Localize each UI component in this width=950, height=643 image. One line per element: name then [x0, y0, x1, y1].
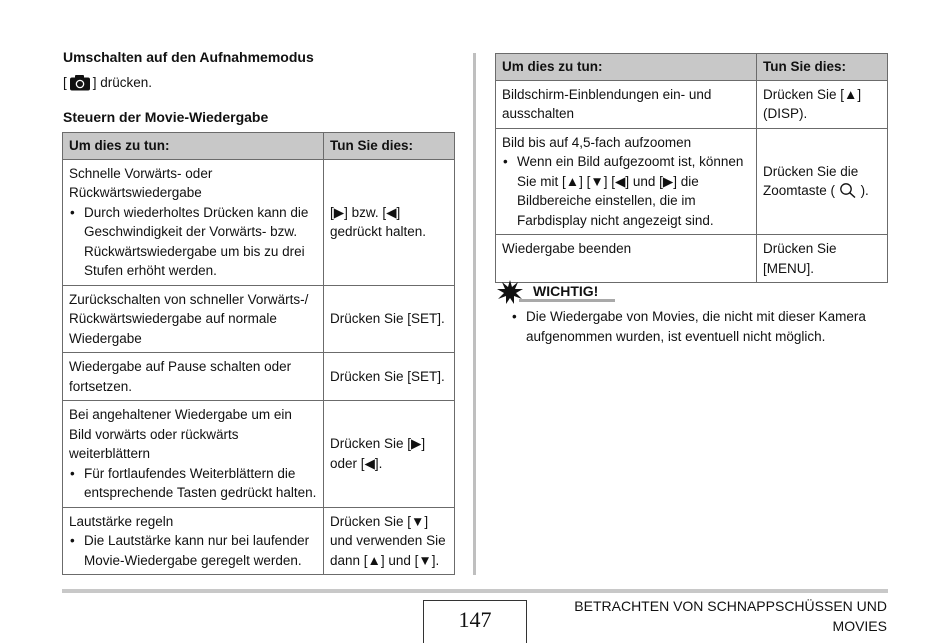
bullet-note: • Wenn ein Bild aufgezoomt ist, können Sie mit [▲] [▼] [◀] und [▶] die Bildbereiche einstellen, die im Farbdisplay nicht angezeigt sind.: [502, 152, 750, 230]
movie-controls-table: [62, 132, 455, 575]
zoom-instruction-prefix: Drücken Sie die Zoomtaste (: [763, 163, 859, 199]
action-text: Bei angehaltener Wiedergabe um ein Bild vorwärts oder rückwärts weiterblättern: [69, 407, 292, 461]
table-cell-do: Drücken Sie [▶] oder [◀].: [324, 401, 455, 508]
table-cell-action: Wiedergabe auf Pause schalten oder fortsetzen.: [63, 353, 324, 401]
table-cell-action: Wiedergabe beenden: [496, 235, 757, 283]
chapter-title: BETRACHTEN VON SCHNAPPSCHÜSSEN UND MOVIES: [574, 598, 887, 634]
table-row: [496, 80, 888, 128]
footer-rule: [62, 589, 888, 593]
camera-icon: [69, 74, 91, 91]
table-cell-action: [63, 159, 324, 285]
important-note: [497, 281, 897, 346]
table-row: [63, 401, 455, 508]
magnifier-icon: [839, 182, 857, 198]
column-header-do: Tun Sie dies:: [324, 133, 455, 160]
column-divider: [473, 53, 476, 575]
table-row: [63, 353, 455, 401]
table-cell-action: [63, 507, 324, 575]
table-row: [63, 285, 455, 353]
press-camera-instruction: [63, 73, 152, 93]
heading-record-mode: Umschalten auf den Aufnahmemodus: [63, 49, 314, 65]
table-header-row: [496, 54, 888, 81]
table-cell-action: Zurückschalten von schneller Vorwärts-/ Rückwärtswiedergabe auf normale Wiedergabe: [63, 285, 324, 353]
table-row: [496, 128, 888, 235]
table-cell-do: Drücken Sie [MENU].: [757, 235, 888, 283]
table-cell-do: Drücken Sie [▼] und verwenden Sie dann [▲] und [▼].: [324, 507, 455, 575]
action-text: Bild bis auf 4,5-fach aufzoomen: [502, 134, 692, 150]
heading-movie-playback: Steuern der Movie-Wiedergabe: [63, 109, 269, 125]
table-cell-do: Drücken Sie [SET].: [324, 353, 455, 401]
display-controls-table: [495, 53, 888, 283]
table-row: [496, 235, 888, 283]
bracket-open: [: [63, 75, 67, 90]
column-header-action: Um dies zu tun:: [496, 54, 757, 81]
press-suffix: ] drücken.: [92, 75, 153, 90]
action-text: Schnelle Vorwärts- oder Rückwärtswiedergabe: [69, 165, 213, 200]
bullet-note: • Für fortlaufendes Weiterblättern die entsprechende Tasten gedrückt halten.: [69, 464, 317, 503]
zoom-instruction-suffix: ).: [860, 183, 869, 199]
table-header-row: [63, 133, 455, 160]
column-header-action: Um dies zu tun:: [63, 133, 324, 160]
table-row: [63, 159, 455, 285]
bullet-note: • Durch wiederholtes Drücken kann die Geschwindigkeit der Vorwärts- bzw. Rückwärtswiedergabe um bis zu drei Stufen erhöht werden.: [69, 203, 317, 281]
column-header-do: Tun Sie dies:: [757, 54, 888, 81]
bullet-note: • Die Lautstärke kann nur bei laufender Movie-Wiedergabe geregelt werden.: [69, 531, 317, 570]
table-cell-action: Bildschirm-Einblendungen ein- und ausschalten: [496, 80, 757, 128]
table-cell-do: Drücken Sie [SET].: [324, 285, 455, 353]
table-cell-do: [757, 128, 888, 235]
action-text: Lautstärke regeln: [69, 513, 174, 529]
table-row: [63, 507, 455, 575]
important-text: • Die Wiedergabe von Movies, die nicht mit dieser Kamera aufgenommen wurden, ist eventuell nicht möglich.: [511, 307, 881, 346]
important-title: WICHTIG!: [533, 283, 599, 300]
page-number: 147: [423, 600, 527, 643]
table-cell-action: [63, 401, 324, 508]
table-cell-action: [496, 128, 757, 235]
important-underline: [519, 299, 615, 302]
table-cell-do: Drücken Sie [▲] (DISP).: [757, 80, 888, 128]
table-cell-do: [▶] bzw. [◀] gedrückt halten.: [324, 159, 455, 285]
